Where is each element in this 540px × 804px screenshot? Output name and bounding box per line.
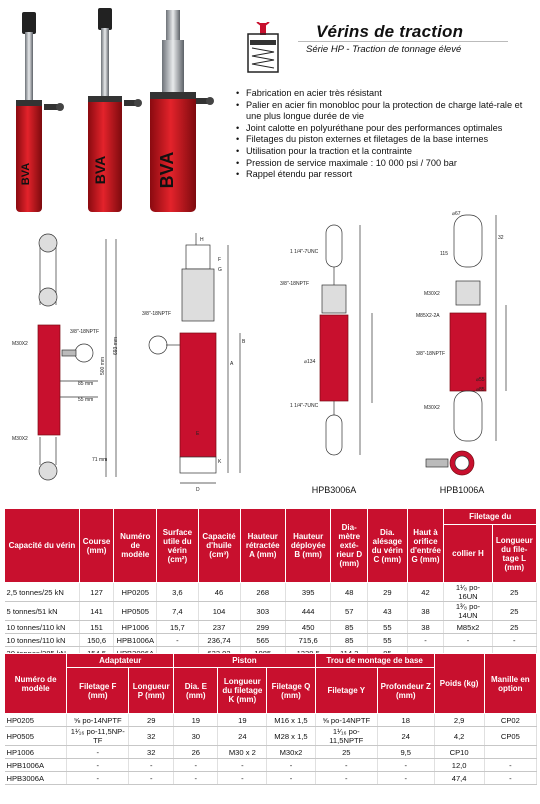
table-cell: CP10 xyxy=(434,746,484,759)
table-cell: 237 xyxy=(198,621,240,634)
dim-m30x2-bottom: M30X2 xyxy=(12,436,28,442)
dim-npt-right1: 3/8"-18NPTF xyxy=(280,281,310,287)
dim-npt-right2: 3/8"-18NPTF xyxy=(416,351,446,357)
table-cell: - xyxy=(444,634,492,647)
table-cell: 57 xyxy=(331,602,368,621)
table-cell: 104 xyxy=(198,602,240,621)
table-cell: HP0505 xyxy=(114,602,157,621)
table-cell: - xyxy=(267,772,316,785)
table-cell: 85 xyxy=(331,634,368,647)
dim-500: 500 mm xyxy=(100,356,106,375)
technical-drawings xyxy=(0,205,540,500)
table-cell: - xyxy=(174,759,218,772)
table-cell: 565 xyxy=(240,634,285,647)
table-cell: ⅝ po-14NPTF xyxy=(315,714,377,727)
table-cell: 715,6 xyxy=(285,634,331,647)
pull-cylinder-icon xyxy=(244,22,284,74)
table-cell: 9,5 xyxy=(377,746,434,759)
table-cell: HPB1006A xyxy=(5,759,67,772)
table-cell: - xyxy=(484,759,536,772)
table-cell: 48 xyxy=(331,583,368,602)
table-row xyxy=(5,621,537,634)
table-cell: - xyxy=(315,759,377,772)
table-cell: 12,0 xyxy=(434,759,484,772)
dim-55: 55 mm xyxy=(78,397,94,403)
col2-modele: Numéro de modèle xyxy=(5,654,67,714)
col2-manille: Manille en option xyxy=(484,654,536,714)
table-cell: - xyxy=(67,746,129,759)
table-cell: 32 xyxy=(129,746,174,759)
col2-filetage-q: Filetage Q (mm) xyxy=(267,668,316,714)
col2-longueur-p: Longueur P (mm) xyxy=(129,668,174,714)
table-row xyxy=(5,602,537,621)
col-course: Course (mm) xyxy=(79,509,114,583)
table-cell: - xyxy=(67,759,129,772)
dim-71: 71 mm xyxy=(92,457,108,463)
table-cell: 7,4 xyxy=(157,602,198,621)
table-cell: - xyxy=(129,772,174,785)
svg-text:BVA: BVA xyxy=(20,162,32,186)
table-cell: M16 x 1,5 xyxy=(267,714,316,727)
table-cell: HPB1006A xyxy=(114,634,157,647)
table-cell: 10 tonnes/110 kN xyxy=(5,634,80,647)
table-cell: 1¹⁄₁₆ po-11,5NP-TF xyxy=(67,727,129,746)
table-cell: - xyxy=(129,759,174,772)
table-cell: 47,4 xyxy=(434,772,484,785)
col-modele: Numéro de modèle xyxy=(114,509,157,583)
table-cell: 299 xyxy=(240,621,285,634)
table-cell: 1¹⁄₈ po-16UN xyxy=(444,583,492,602)
table-cell: 55 xyxy=(368,621,408,634)
col2-filetage-y: Filetage Y xyxy=(315,668,377,714)
feature-item: • Fabrication en acier très résistant xyxy=(236,88,536,100)
table-cell: 450 xyxy=(285,621,331,634)
col2-longueur-k: Longueur du filetage K (mm) xyxy=(218,668,267,714)
col-capacite: Capacité du vérin xyxy=(5,509,80,583)
dim-letter-a: A xyxy=(230,361,234,367)
table-cell: M30x2 xyxy=(267,746,316,759)
table-cell: HP0205 xyxy=(114,583,157,602)
table-cell: 10 tonnes/110 kN xyxy=(5,621,80,634)
table-cell: 25 xyxy=(492,583,536,602)
table-cell: - xyxy=(174,772,218,785)
dim-d134: ⌀134 xyxy=(304,359,316,365)
table-cell: - xyxy=(377,772,434,785)
table-cell: 25 xyxy=(492,602,536,621)
table-cell: 42 xyxy=(407,583,444,602)
dim-letter-f: F xyxy=(218,257,222,263)
table-cell: M30 x 2 xyxy=(218,746,267,759)
dim-115: 115 xyxy=(440,251,448,257)
dim-letter-d: D xyxy=(196,487,200,493)
dim-d85: ⌀85 xyxy=(476,387,485,393)
dim-m30x2-right2: M30X2 xyxy=(424,405,440,411)
table-row xyxy=(5,727,537,746)
table-cell: 303 xyxy=(240,602,285,621)
table-cell: 25 xyxy=(492,621,536,634)
col-retractee: Hauteur rétractée A (mm) xyxy=(240,509,285,583)
table-row xyxy=(5,772,537,785)
table-cell: 18 xyxy=(377,714,434,727)
col-deployee: Hauteur déployée B (mm) xyxy=(285,509,331,583)
table-cell: - xyxy=(407,634,444,647)
table-cell: 24 xyxy=(218,727,267,746)
dim-32: 32 xyxy=(498,235,504,241)
table-cell: M85x2 xyxy=(444,621,492,634)
col-alesage: Dia. alésage du vérin C (mm) xyxy=(368,509,408,583)
table-row xyxy=(5,759,537,772)
table-cell: HP1006 xyxy=(114,621,157,634)
table-cell: 24 xyxy=(377,727,434,746)
feature-item: • Joint calotte en polyuréthane pour des performances optimales xyxy=(236,123,536,135)
dim-letter-e: E xyxy=(196,431,200,437)
table-cell: - xyxy=(377,759,434,772)
dim-npt-left: 3/8"-18NPTF xyxy=(70,329,100,335)
col2-filetage-f: Filetage F (mm) xyxy=(67,668,129,714)
dim-693: 693 mm xyxy=(113,336,119,355)
dim-letter-b: B xyxy=(242,339,246,345)
table-cell: 141 xyxy=(79,602,114,621)
table-cell: 268 xyxy=(240,583,285,602)
group-trou: Trou de montage de base xyxy=(315,654,434,668)
table-cell: 85 xyxy=(331,621,368,634)
feature-item: • Palier en acier fin monobloc pour la protection de charge laté-rale et une plus longue durée de vie xyxy=(236,100,536,123)
table-cell: HPB3006A xyxy=(5,772,67,785)
page-subtitle: Série HP - Traction de tonnage élevé xyxy=(306,44,462,55)
page-title: Vérins de traction xyxy=(316,22,464,41)
feature-item: • Rappel étendu par ressort xyxy=(236,169,536,181)
col-huile: Capacité d'huile (cm³) xyxy=(198,509,240,583)
table-cell: 150,6 xyxy=(79,634,114,647)
specs-table-1 xyxy=(4,508,537,660)
table-cell: 151 xyxy=(79,621,114,634)
col2-poids: Poids (kg) xyxy=(434,654,484,714)
table-cell: 2,9 xyxy=(434,714,484,727)
table-cell: M28 x 1,5 xyxy=(267,727,316,746)
table-cell: 19 xyxy=(174,714,218,727)
table-cell: 38 xyxy=(407,621,444,634)
table-cell: 15,7 xyxy=(157,621,198,634)
dim-unc-bottom: 1 1/4"-7UNC xyxy=(290,403,319,409)
dim-d55: ⌀55 xyxy=(476,377,485,383)
table-cell: 55 xyxy=(368,634,408,647)
dim-npt-center: 3/8"-18NPTF xyxy=(142,311,172,317)
table-cell: 1³⁄₈ po-14UN xyxy=(444,602,492,621)
table-cell: 5 tonnes/51 kN xyxy=(5,602,80,621)
svg-text:BVA: BVA xyxy=(92,155,108,185)
table-cell: - xyxy=(218,759,267,772)
dim-unc-top: 1 1/4"-7UNC xyxy=(290,249,319,255)
table-row xyxy=(5,746,537,759)
table-cell: - xyxy=(218,772,267,785)
table-cell: 26 xyxy=(174,746,218,759)
feature-list xyxy=(236,88,536,181)
table-cell: - xyxy=(267,759,316,772)
feature-item: • Utilisation pour la traction et la contrainte xyxy=(236,146,536,158)
svg-text:BVA: BVA xyxy=(157,151,177,189)
dim-letter-h: H xyxy=(200,237,204,243)
table-cell: - xyxy=(67,772,129,785)
table-cell: CP05 xyxy=(484,727,536,746)
dim-letter-g: G xyxy=(218,267,222,273)
table-cell xyxy=(484,746,536,759)
model-label-hpb3006a: HPB3006A xyxy=(311,485,357,495)
feature-item: • Filetages du piston externes et filetages de la base internes xyxy=(236,134,536,146)
table-cell: - xyxy=(157,634,198,647)
table-cell: 29 xyxy=(129,714,174,727)
table-row xyxy=(5,634,537,647)
table-cell: ⅝ po-14NPTF xyxy=(67,714,129,727)
table-cell: 4,2 xyxy=(434,727,484,746)
table-row xyxy=(5,714,537,727)
table-cell: HP0505 xyxy=(5,727,67,746)
col-longueur: Longueur du file-tage L (mm) xyxy=(492,525,536,583)
col-diametre: Dia-mètre exté-rieur D (mm) xyxy=(331,509,368,583)
table-cell: 46 xyxy=(198,583,240,602)
table-cell: - xyxy=(484,772,536,785)
col-orifice: Haut à orifice d'entrée G (mm) xyxy=(407,509,444,583)
dim-m30x2-right: M30X2 xyxy=(424,291,440,297)
table-cell: HP1006 xyxy=(5,746,67,759)
table-cell: 19 xyxy=(218,714,267,727)
table-cell: 32 xyxy=(129,727,174,746)
table-cell: 444 xyxy=(285,602,331,621)
col-surface: Surface utile du vérin (cm²) xyxy=(157,509,198,583)
dim-85: 85 mm xyxy=(78,381,94,387)
table-cell: 38 xyxy=(407,602,444,621)
table-cell: 29 xyxy=(368,583,408,602)
table-cell: 236,74 xyxy=(198,634,240,647)
group-adaptateur: Adaptateur xyxy=(67,654,174,668)
col2-dia-e: Dia. E (mm) xyxy=(174,668,218,714)
table-cell: HP0205 xyxy=(5,714,67,727)
dim-m30x2-top: M30X2 xyxy=(12,341,28,347)
table-cell: 395 xyxy=(285,583,331,602)
col2-profondeur-z: Profondeur Z (mm) xyxy=(377,668,434,714)
specs-table-2 xyxy=(4,653,537,785)
dim-m85x2: M85X2-2A xyxy=(416,313,440,319)
dim-letter-k: K xyxy=(218,459,222,465)
group-piston: Piston xyxy=(174,654,316,668)
table-cell: 127 xyxy=(79,583,114,602)
col-filetage-group: Filetage du xyxy=(444,509,537,525)
model-label-hpb1006a: HPB1006A xyxy=(439,485,485,495)
feature-item: • Pression de service maximale : 10 000 psi / 700 bar xyxy=(236,158,536,170)
col-collier: collier H xyxy=(444,525,492,583)
table-cell: 2,5 tonnes/25 kN xyxy=(5,583,80,602)
table-cell: - xyxy=(315,772,377,785)
table-cell: 3,6 xyxy=(157,583,198,602)
table-cell: CP02 xyxy=(484,714,536,727)
product-photo xyxy=(6,4,230,220)
table-row xyxy=(5,583,537,602)
table-cell: 43 xyxy=(368,602,408,621)
table-cell: 30 xyxy=(174,727,218,746)
table-cell: 25 xyxy=(315,746,377,759)
table-cell: - xyxy=(492,634,536,647)
table-cell: 1¹⁄₁₆ po-11,5NPTF xyxy=(315,727,377,746)
dim-d67: ⌀67 xyxy=(452,211,461,217)
